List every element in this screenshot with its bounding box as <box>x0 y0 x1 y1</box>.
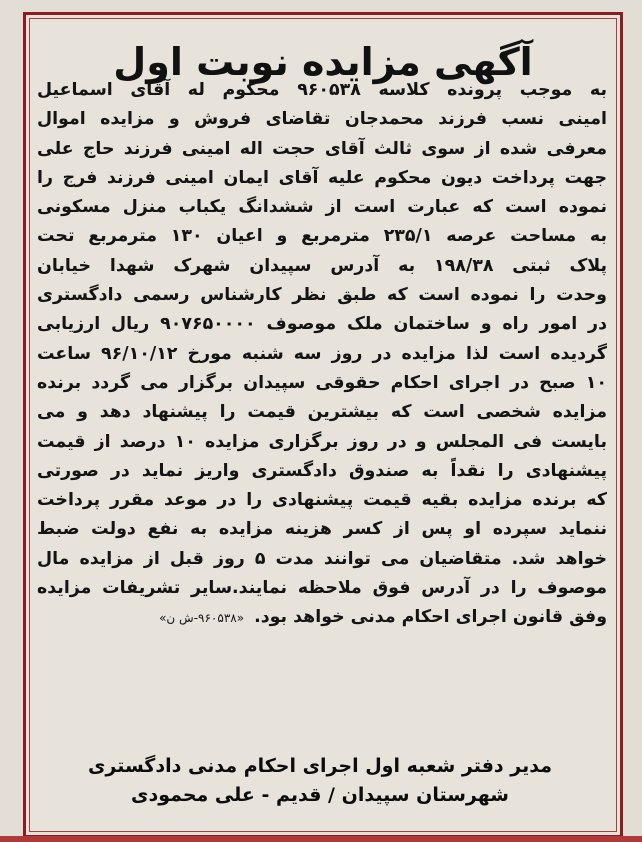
body-line: امینی نسب فرزند محمدجان تقاضای فروش و مزایده اموال <box>37 109 607 130</box>
bottom-border <box>0 836 642 842</box>
body-line: پلاک ثبتی ۱۹۸/۳۸ به آدرس سپیدان شهرک شهدا خیابان <box>37 255 607 276</box>
body-line: مزایده شخصی است که بیشترین قیمت را پیشنهاد دهد و می <box>37 402 607 423</box>
body-line: ننماید سپرده او پس از کسر هزینه مزایده به نفع دولت ضبط <box>37 519 607 540</box>
notice-body <box>37 76 607 634</box>
notice-title: آگهی مزایده نوبت اول <box>113 40 533 84</box>
body-line: که برنده مزایده بقیه قیمت پیشنهادی را در موعد مقرر پرداخت <box>37 490 607 511</box>
body-line: پیشنهادی را نقداً به صندوق دادگستری واریز نماید در صورتی <box>37 460 607 481</box>
body-line: خواهد شد. متقاضیان می توانند مدت ۵ روز قبل از مزایده مال <box>37 548 607 569</box>
body-last-line <box>37 603 607 633</box>
body-line: گردیده است لذا مزایده در روز سه شنبه مورخ ۹۶/۱۰/۱۲ ساعت <box>37 343 607 364</box>
body-line: ۱۰ صبح در اجرای احکام حقوقی سپیدان برگزار می گردد برنده <box>37 372 607 393</box>
signature-name: شهرستان سپیدان / قدیم - علی محمودی <box>131 784 509 806</box>
body-line: در امور راه و ساختمان ملک موصوف ۹۰۷۶۵۰۰۰۰ ریال ارزیابی <box>37 314 607 335</box>
reference-code: «۹۶۰۵۳۸-ش ن» <box>159 611 245 626</box>
body-line: جهت پرداخت دیون محکوم علیه آقای ایمان امینی فرزند فرج را <box>37 167 607 188</box>
body-line: موصوف را در آدرس فوق ملاحظه نمایند.سایر تشریفات مزایده <box>37 578 607 599</box>
body-line: به مساحت عرصه ۲۳۵/۱ مترمربع و اعیان ۱۳۰ مترمربع تحت <box>37 226 607 247</box>
signature-title: مدیر دفتر شعبه اول اجرای احکام مدنی دادگستری <box>87 755 552 777</box>
body-line: نموده است که عبارت است از ششدانگ یکباب منزل مسکونی <box>37 197 607 218</box>
body-line: بایست فی المجلس و در روز برگزاری مزایده ۱۰ درصد از قیمت <box>37 431 607 452</box>
body-line: وحدت را نموده است که طبق نظر کارشناس رسمی دادگستری <box>37 285 607 306</box>
body-line: وفق قانون اجرای احکام مدنی خواهد بود. <box>254 607 607 628</box>
body-line: به موجب پرونده کلاسه ۹۶۰۵۳۸ محکوم له آقای اسماعیل <box>37 80 607 100</box>
body-line: معرفی شده از سوی ثالث آقای حجت اله امینی فرزند حاج علی <box>37 138 607 159</box>
